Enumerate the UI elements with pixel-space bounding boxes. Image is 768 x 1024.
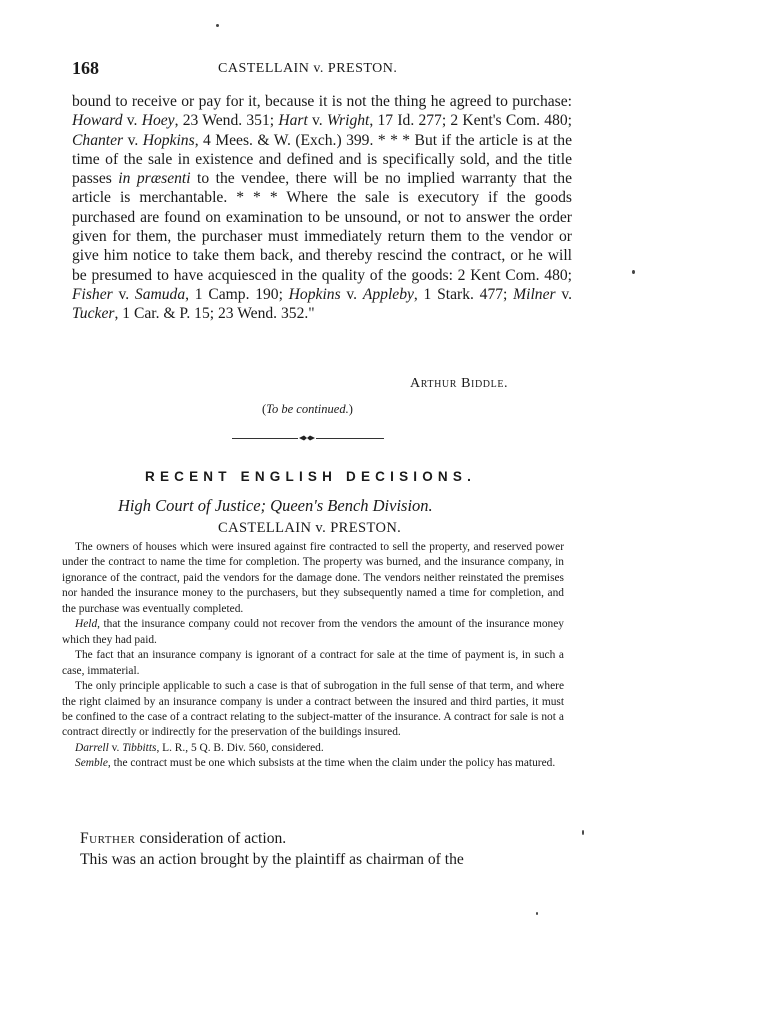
small-caps-word: Further [80,830,136,847]
main-text-paragraph [72,92,572,324]
text-run: v. [307,112,327,130]
open-paren: ( [262,402,267,416]
text-run: v. [122,112,142,130]
headnote-paragraph: The only principle applicable to such a case is that of subrogation in the full sense of that term, and where the right claimed by an insurance company is under a contract between the insured and third parties, it must be confined to the case of a contract relating to the subject-matter of the insurance. A contract for sale is not a contract directly or indirectly for the preservation of the buildings insured. [62,680,564,739]
text-run: , 1 Stark. 477; [413,285,514,303]
case-name: Hart [278,112,308,130]
opinion-line [80,829,562,850]
scan-speck [582,830,584,835]
case-name: Hopkins [142,131,195,149]
headnote-paragraph: The owners of houses which were insured against fire contracted to sell the property, and reserved power under the contract to name the time for completion. The property was burned, and the insurance company, in ignorance of the contract, paid the vendors for the damage done. The vendors neither reinstated the premises nor handed the insurance money to the purchasers, but they subsequently named a time for completion, and the purchase was eventually completed. [62,541,564,615]
page-number: 168 [72,58,99,78]
text-run: , L. R., 5 Q. B. Div. 560, considered. [156,741,324,754]
text-run: v. [340,285,363,303]
author-signature: Arthur Biddle. [410,376,509,391]
headnote-lead: Semble [75,757,108,770]
case-title: CASTELLAIN v. PRESTON. [218,520,402,536]
case-name: Chanter [72,131,124,149]
headnote-paragraph [62,756,564,771]
headnote-paragraph [62,617,564,648]
headnote-lead: Held [75,618,98,631]
text-run: , 4 Mees. & W. (Exch.) 399. * * * But if the article is at the time of the sale in existence and defined and is specifically sold, and the title passes [72,131,572,188]
case-name: Appleby [362,285,414,303]
case-name: Samuda [134,285,186,303]
headnote [62,540,564,772]
text-run: , 1 Car. & P. 15; 23 Wend. 352." [114,305,315,323]
scan-speck [536,912,538,915]
text-run: v. [108,741,123,754]
text-run: bound to receive or pay for it, because it is not the thing he agreed to purchase: [72,93,572,110]
text-run: consideration of action. [135,830,287,847]
text-run: v. [123,131,143,149]
opinion-line: This was an action brought by the plaintiff as chairman of the [80,850,464,868]
text-run: to the vendee, there will be no implied warranty that the article is merchantable. * * * Where the sale is executory if the goods purchased are found on examination to be unsound, or not to answer the order given for them, the purchaser must immediately return them to the vendor or give him notice to take them back, and thereby rescind the contract, or he will be presumed to have acquiesced in the quality of the goods: 2 Kent Com. 480; [72,170,572,284]
text-run: , 17 Id. 277; 2 Kent's Com. 480; [369,112,573,130]
case-name: Hoey [141,112,175,130]
court-name: High Court of Justice; Queen's Bench Division. [118,496,433,515]
text-run: , that the insurance company could not recover from the vendors the amount of the insurance money which they had paid. [62,618,564,646]
text-run: v. [555,285,573,303]
scan-speck [216,24,219,27]
opinion-text [80,829,562,870]
scan-speck [632,270,635,274]
case-name: Tibbitts [122,741,157,754]
case-name: Darrell [75,741,109,754]
page-header [72,58,572,82]
case-name: Howard [72,112,123,130]
running-title: CASTELLAIN v. PRESTON. [218,61,398,76]
case-name: Milner [513,285,556,303]
case-name: Fisher [72,285,113,303]
latin-phrase: in præsenti [118,170,191,188]
text-run: , the contract must be one which subsists at the time when the claim under the policy has matured. [107,757,556,770]
to-be-continued-note [262,402,353,417]
text-run: , 1 Camp. 190; [185,285,289,303]
text-run: , 23 Wend. 351; [174,112,279,130]
divider-ornament-icon [298,434,316,442]
close-paren: ) [348,402,353,416]
headnote-paragraph: The fact that an insurance company is ignorant of a contract for sale at the time of payment is, in such a case, immaterial. [62,649,564,677]
case-name: Wright [326,112,370,130]
case-name: Tucker [72,305,115,323]
text-run: v. [112,285,135,303]
continued-text: To be continued. [266,402,349,416]
section-heading: RECENT ENGLISH DECISIONS. [145,469,477,484]
headnote-paragraph [62,741,564,756]
case-name: Hopkins [288,285,341,303]
